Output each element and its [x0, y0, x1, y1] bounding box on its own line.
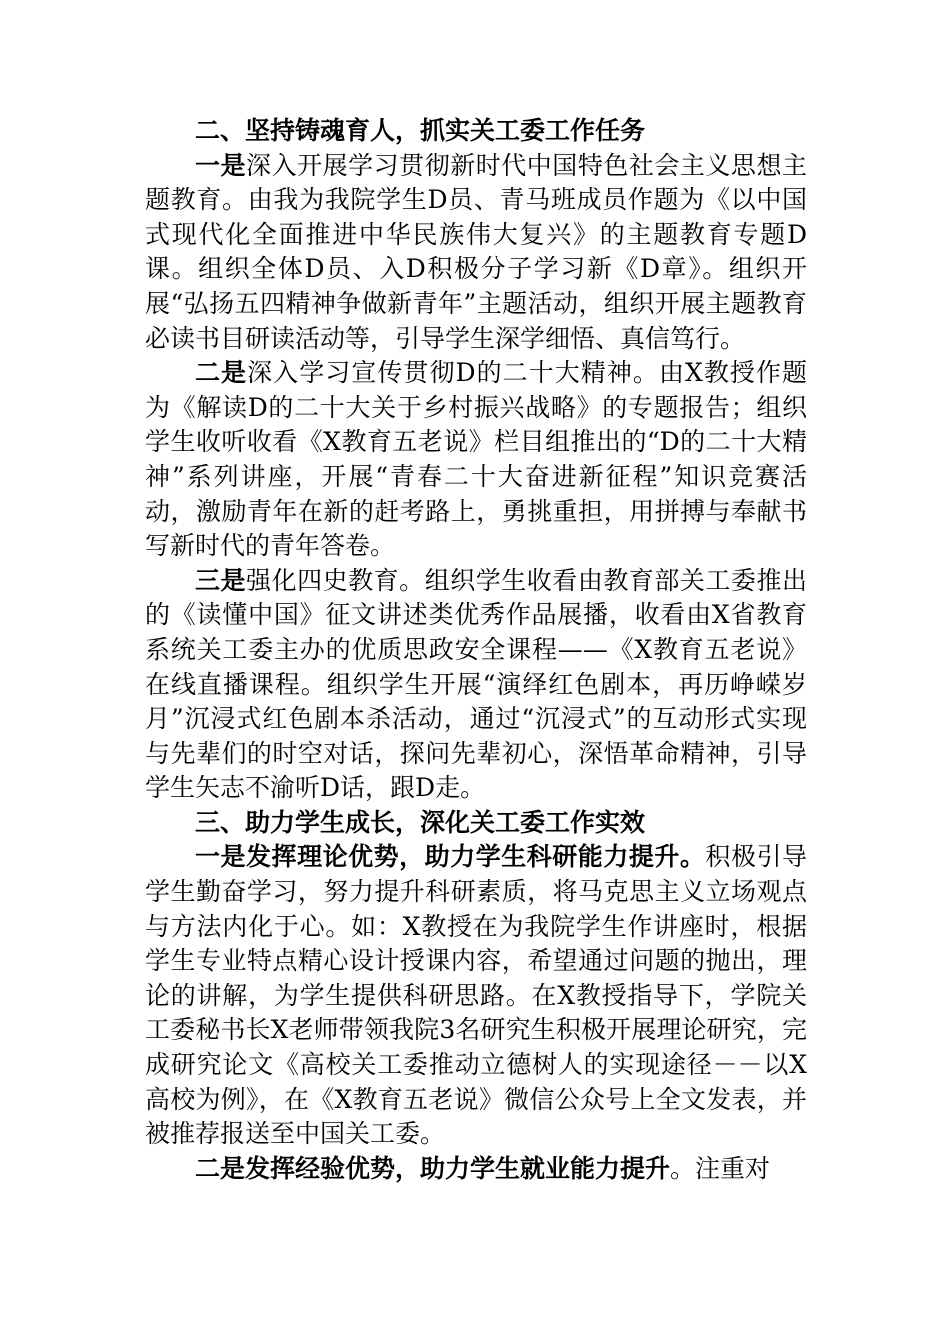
- document-body: [145, 114, 807, 1186]
- paragraph-3-1: [145, 840, 807, 1151]
- paragraph-text: 深入学习宣传贯彻D的二十大精神。由X教授作题为《解读D的二十大关于乡村振兴战略》的专题报告；组织学生收听收看《X教育五老说》栏目组推出的“D的二十大精神”系列讲座，开展“青春二十大奋进新征程”知识竞赛活动，激励青年在新的赶考路上，勇挑重担，用拼搏与奉献书写新时代的青年答卷。: [145, 358, 807, 561]
- paragraph-2-2: [145, 356, 807, 564]
- paragraph-text: 强化四史教育。组织学生收看由教育部关工委推出的《读懂中国》征文讲述类优秀作品展播，收看由X省教育系统关工委主办的优质思政安全课程——《X教育五老说》在线直播课程。组织学生开展“演绎红色剧本，再历峥嵘岁月”沉浸式红色剧本杀活动，通过“沉浸式”的互动形式实现与先辈们的时空对话，探问先辈初心，深悟革命精神，引导学生矢志不渝听D话，跟D走。: [145, 565, 807, 803]
- section-heading-3: 三、助力学生成长，深化关工委工作实效: [195, 807, 646, 837]
- paragraph-lead: 一是发挥理论优势，助力学生科研能力提升。: [195, 842, 706, 872]
- paragraph-lead: 一是: [195, 150, 247, 180]
- paragraph-lead: 二是发挥经验优势，助力学生就业能力提升: [195, 1153, 671, 1183]
- paragraph-2-3: [145, 564, 807, 806]
- paragraph-lead: 三是: [195, 565, 247, 595]
- paragraph-text: 深入开展学习贯彻新时代中国特色社会主义思想主题教育。由我为我院学生D员、青马班成员作题为《以中国式现代化全面推进中华民族伟大复兴》的主题教育专题D课。组织全体D员、入D积极分子学习新《D章》。组织开展“弘扬五四精神争做新青年”主题活动，组织开展主题教育必读书目研读活动等，引导学生深学细悟、真信笃行。: [145, 150, 807, 353]
- paragraph-3-2: [145, 1152, 807, 1187]
- paragraph-text: 积极引导学生勤奋学习，努力提升科研素质，将马克思主义立场观点与方法内化于心。如：X教授在为我院学生作讲座时，根据学生专业特点精心设计授课内容，希望通过问题的抛出，理论的讲解，为学生提供科研思路。在X教授指导下，学院关工委秘书长X老师带领我院3名研究生积极开展理论研究，完成研究论文《高校关工委推动立德树人的实现途径－－以X高校为例》，在《X教育五老说》微信公众号上全文发表，并被推荐报送至中国关工委。: [145, 842, 807, 1149]
- paragraph-2-1: [145, 149, 807, 357]
- paragraph-lead: 二是: [195, 358, 248, 388]
- section-heading-2: 二、坚持铸魂育人，抓实关工委工作任务: [195, 116, 646, 145]
- paragraph-text: 。注重对: [670, 1153, 771, 1183]
